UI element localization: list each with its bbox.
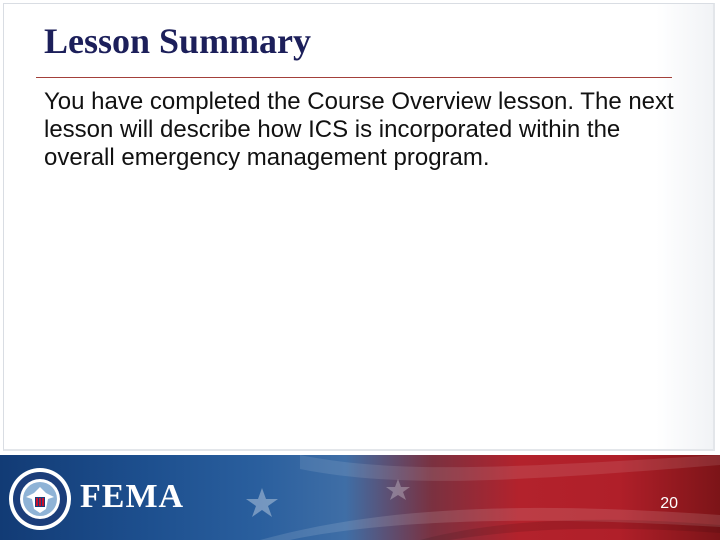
dhs-seal-icon xyxy=(8,467,72,531)
fema-logo: FEMA xyxy=(80,478,185,515)
content-frame xyxy=(3,3,715,451)
title-divider xyxy=(36,77,672,78)
slide-body-text: You have completed the Course Overview lesson. The next lesson will describe how ICS is incorporated within the overall emergency management program. xyxy=(44,88,674,171)
star-icon xyxy=(386,479,410,500)
slide-title: Lesson Summary xyxy=(44,21,312,61)
page-number: 20 xyxy=(660,495,678,512)
star-icon xyxy=(246,488,278,517)
